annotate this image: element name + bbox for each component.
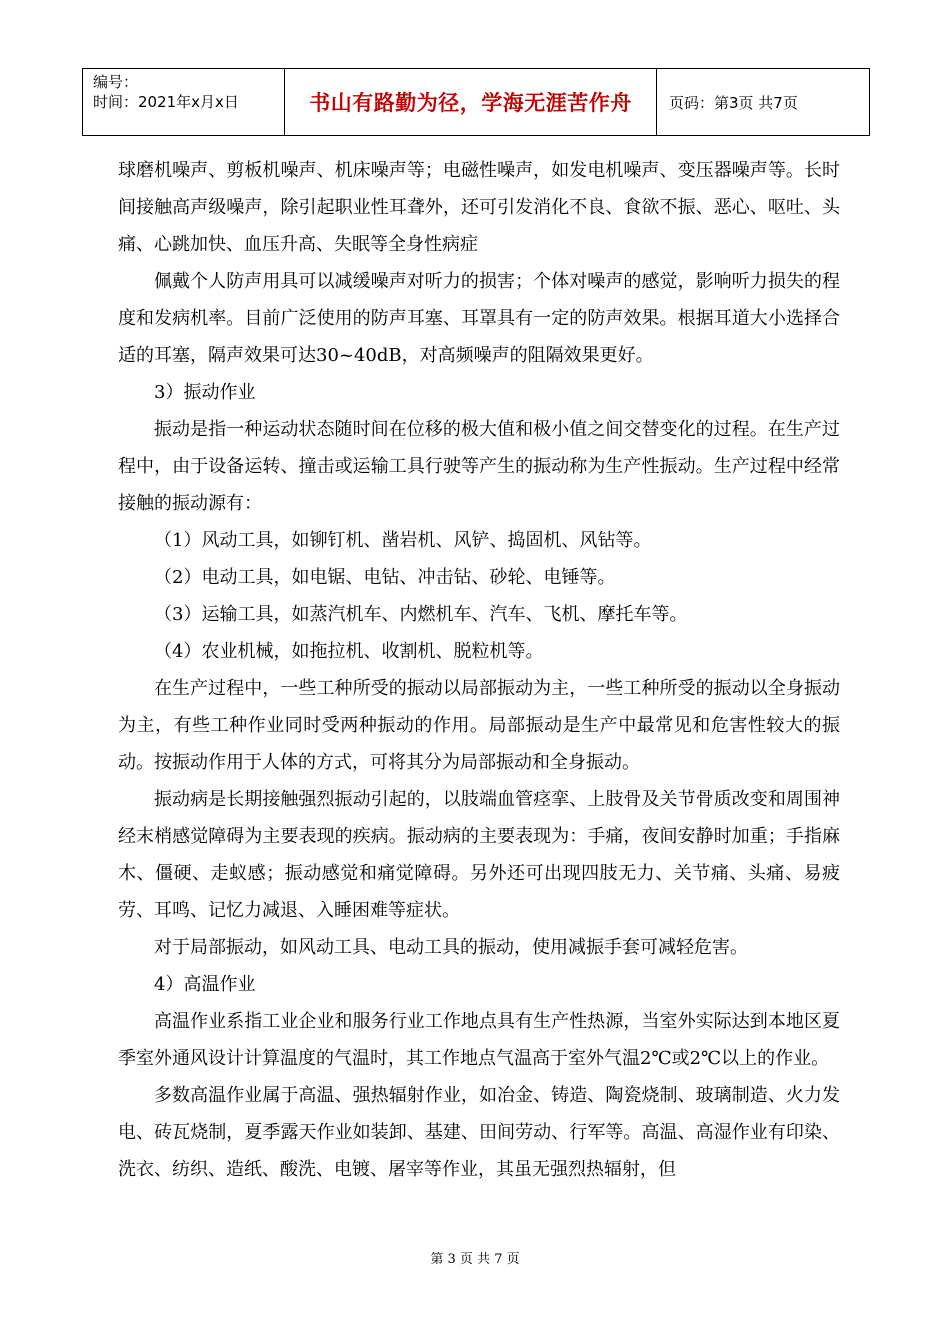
- paragraph: 佩戴个人防声用具可以减缓噪声对听力的损害；个体对噪声的感觉，影响听力损失的程度和发病机率。目前广泛使用的防声耳塞、耳罩具有一定的防声效果。根据耳道大小选择合适的耳塞，隔声效果可达30~40dB，对高频噪声的阻隔效果更好。: [118, 271, 840, 366]
- document-header: [82, 68, 870, 136]
- document-body: [118, 152, 840, 1188]
- list-item: （3）运输工具，如蒸汽机车、内燃机车、汽车、飞机、摩托车等。: [154, 604, 688, 625]
- header-page-info-cell: [657, 69, 869, 135]
- list-item: （4）农业机械，如拖拉机、收割机、脱粒机等。: [154, 641, 544, 662]
- paragraph: 在生产过程中，一些工种所受的振动以局部振动为主，一些工种所受的振动以全身振动为主，有些工种作业同时受两种振动的作用。局部振动是生产中最常见和危害性较大的振动。按振动作用于人体的方式，可将其分为局部振动和全身振动。: [118, 678, 840, 773]
- list-item: （1）风动工具，如铆钉机、凿岩机、风铲、捣固机、风钻等。: [154, 530, 652, 551]
- code-label: 编号：: [93, 73, 139, 91]
- section-heading: 3）振动作业: [154, 382, 256, 403]
- paragraph: 多数高温作业属于高温、强热辐射作业，如冶金、铸造、陶瓷烧制、玻璃制造、火力发电、砖瓦烧制，夏季露天作业如装卸、基建、田间劳动、行军等。高温、高湿作业有印染、洗衣、纺织、造纸、酸洗、电镀、屠宰等作业，其虽无强烈热辐射，但: [118, 1085, 840, 1180]
- list-item: （2）电动工具，如电锯、电钻、冲击钻、砂轮、电锤等。: [154, 567, 616, 588]
- paragraph: 振动病是长期接触强烈振动引起的，以肢端血管痉挛、上肢骨及关节骨质改变和周围神经末梢感觉障碍为主要表现的疾病。振动病的主要表现为：手痛，夜间安静时加重；手指麻木、僵硬、走蚁感；振动感觉和痛觉障碍。另外还可出现四肢无力、关节痛、头痛、易疲劳、耳鸣、记忆力减退、入睡困难等症状。: [118, 789, 840, 921]
- motto-text: 书山有路勤为径，学海无涯苦作舟: [309, 91, 632, 115]
- section-heading: 4）高温作业: [154, 974, 256, 995]
- header-meta: [83, 69, 285, 135]
- paragraph: 对于局部振动，如风动工具、电动工具的振动，使用减振手套可减轻危害。: [154, 937, 748, 958]
- paragraph: 球磨机噪声、剪板机噪声、机床噪声等；电磁性噪声，如发电机噪声、变压器噪声等。长时间接触高声级噪声，除引起职业性耳聋外，还可引发消化不良、食欲不振、恶心、呕吐、头痛、心跳加快、血压升高、失眠等全身性病症: [118, 160, 840, 255]
- date-line: 时间：2021年x月x日: [93, 93, 239, 111]
- footer-page-number: 第 3 页 共 7 页: [430, 1252, 520, 1267]
- paragraph: 振动是指一种运动状态随时间在位移的极大值和极小值之间交替变化的过程。在生产过程中，由于设备运转、撞击或运输工具行驶等产生的振动称为生产性振动。生产过程中经常接触的振动源有：: [118, 419, 840, 514]
- page-info: 页码：第3页 共7页: [669, 93, 798, 112]
- paragraph: 高温作业系指工业企业和服务行业工作地点具有生产性热源，当室外实际达到本地区夏季室外通风设计计算温度的气温时，其工作地点气温高于室外气温2℃或2℃以上的作业。: [118, 1011, 840, 1069]
- header-motto-cell: [285, 69, 657, 135]
- page-footer: [0, 1248, 950, 1267]
